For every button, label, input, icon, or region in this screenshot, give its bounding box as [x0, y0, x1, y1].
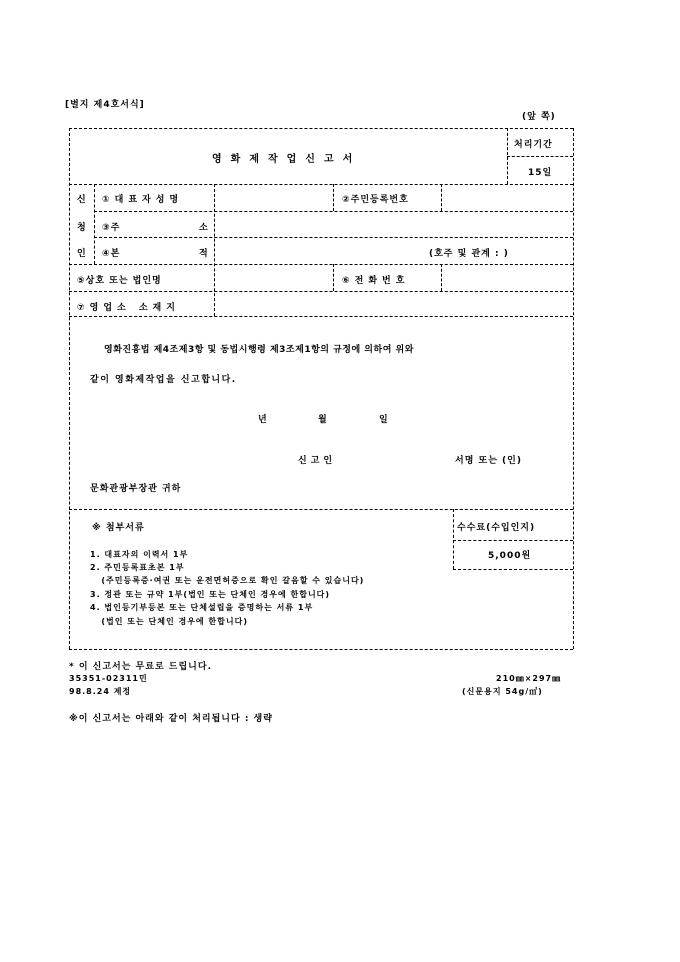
- processing-period-label: 처리기간: [514, 140, 553, 150]
- householder-relation-note: (호주 및 관계 : ): [429, 249, 509, 259]
- form-title: 영화제작업신고서: [212, 154, 362, 165]
- domicile-label-suffix: 적: [199, 249, 209, 259]
- fee-label: 수수료(수입인지): [457, 523, 536, 533]
- applicant-side-char: 청: [77, 223, 87, 233]
- processing-note: ※이 신고서는 아래와 같이 처리됩니다 : 생략: [69, 714, 273, 724]
- company-name-field[interactable]: [216, 266, 332, 290]
- attachment-item: (법인 또는 단체인 경우에 한합니다): [90, 617, 248, 626]
- company-name-label: ⑤상호 또는 법인명: [77, 276, 162, 286]
- domicile-label: ④본: [102, 249, 121, 259]
- declaration-line-2: 같이 영화제작업을 신고합니다.: [90, 375, 237, 385]
- form-number: [별지 제4호서식]: [65, 100, 145, 110]
- paper-size: 210㎜×297㎜: [496, 674, 562, 683]
- addressee: 문화관광부장관 귀하: [90, 484, 182, 494]
- address-field[interactable]: [216, 213, 571, 236]
- attachment-item: 1. 대표자의 이력서 1부: [90, 550, 189, 559]
- attachment-item: 3. 정관 또는 규약 1부(법인 또는 단체인 경우에 한합니다): [90, 590, 331, 599]
- resident-number-label: ②주민등록번호: [342, 195, 409, 205]
- domicile-field[interactable]: [216, 239, 426, 263]
- rep-name-label: ①대표자성명: [102, 195, 184, 205]
- address-label: ③주: [102, 223, 121, 233]
- document-code: 35351-02311민: [69, 674, 148, 683]
- date-day-label: 일: [379, 415, 389, 425]
- attachment-item: 4. 법인등기부등본 또는 단체설립을 증명하는 서류 1부: [90, 603, 314, 612]
- attachment-item: (주민등록증·여권 또는 운전면허증으로 확인 갈음할 수 있습니다): [90, 576, 365, 585]
- declaration-line-1: 영화진흥법 제4조제3항 및 동법시행령 제3조제1항의 규정에 의하여 위와: [104, 345, 414, 355]
- date-month-label: 월: [318, 415, 328, 425]
- office-location-label: ⑦영업소 소재지: [77, 303, 180, 313]
- declarant-label: 신고인: [298, 456, 337, 466]
- applicant-side-char: 인: [77, 249, 87, 259]
- page-side-label: (앞 쪽): [522, 112, 556, 122]
- paper-type: (신문용지 54g/㎡): [462, 687, 543, 696]
- signature-label: 서명 또는 (인): [455, 456, 522, 466]
- phone-field[interactable]: [443, 266, 571, 290]
- free-notice: * 이 신고서는 무료로 드립니다.: [69, 662, 212, 672]
- address-label-suffix: 소: [199, 223, 209, 233]
- resident-number-field[interactable]: [443, 186, 571, 210]
- attachments-heading: ※ 첨부서류: [92, 523, 145, 533]
- attachment-item: 2. 주민등록표초본 1부: [90, 563, 185, 572]
- office-location-field[interactable]: [216, 293, 571, 315]
- processing-period-value: 15일: [528, 168, 553, 178]
- fee-value: 5,000원: [488, 551, 532, 561]
- phone-label: ⑥전화번호: [342, 276, 410, 286]
- declarant-name-field[interactable]: [350, 448, 450, 466]
- date-year-label: 년: [258, 415, 268, 425]
- applicant-side-char: 신: [77, 195, 87, 205]
- rep-name-field[interactable]: [216, 186, 332, 210]
- revision-date: 98.8.24 제정: [69, 687, 132, 696]
